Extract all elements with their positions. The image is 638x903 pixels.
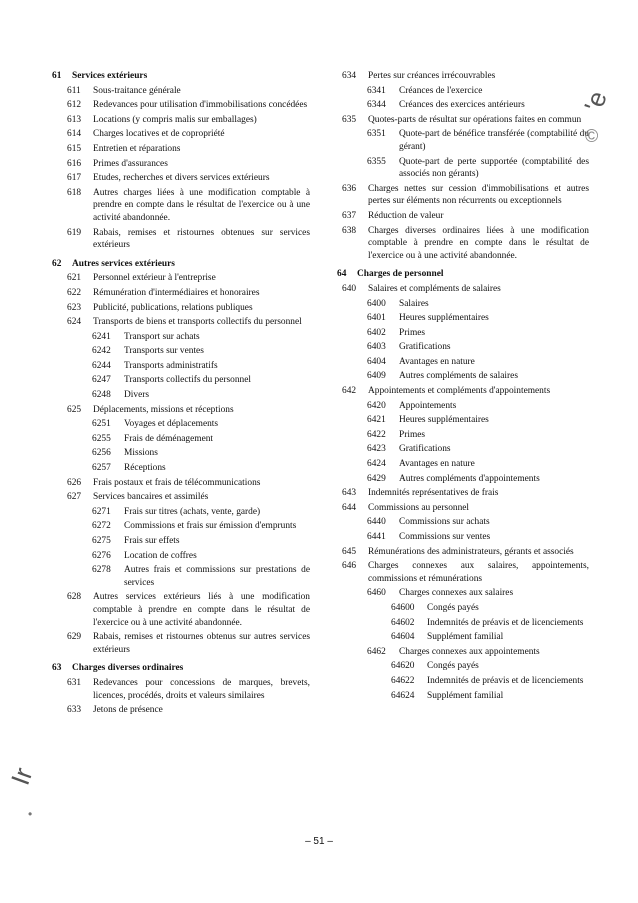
account-label: Réceptions	[124, 463, 166, 474]
account-entry	[337, 283, 589, 296]
account-code: 636	[342, 183, 357, 194]
account-code: 623	[67, 302, 82, 313]
account-code: 625	[67, 404, 82, 415]
account-label: Indemnités représentatives de frais	[368, 488, 499, 499]
account-code: 637	[342, 210, 357, 221]
account-code: 634	[342, 71, 357, 81]
account-code: 6421	[367, 415, 386, 426]
account-label: Frais postaux et frais de télécommunications	[93, 477, 261, 488]
account-code: 644	[342, 502, 357, 513]
account-label: Créances de l'exercice	[399, 85, 483, 96]
account-entry	[337, 516, 589, 529]
account-code: 618	[67, 187, 82, 198]
account-entry	[52, 227, 310, 252]
account-code: 6403	[367, 342, 386, 353]
account-code: 645	[342, 546, 357, 557]
account-entry	[52, 462, 310, 475]
account-label: Charges diverses ordinaires	[72, 663, 184, 674]
account-code: 6278	[92, 565, 111, 576]
account-entry	[52, 418, 310, 431]
account-entry	[337, 443, 589, 456]
account-label: Charges locatives et de copropriété	[93, 129, 225, 140]
account-label: Rémunérations des administrateurs, gérants et associés	[368, 546, 574, 557]
account-label: Gratifications	[399, 444, 451, 455]
account-code: 6242	[92, 346, 111, 357]
account-label: Charges connexes aux salaires	[399, 588, 514, 599]
account-entry	[52, 535, 310, 548]
account-code: 646	[342, 561, 357, 572]
account-label: Appointements	[399, 400, 457, 411]
account-code: 6355	[367, 156, 386, 167]
account-label: Pertes sur créances irrécouvrables	[368, 71, 496, 81]
account-label: Indemnités de préavis et de licenciements	[427, 617, 584, 628]
account-entry	[337, 210, 589, 223]
account-code: 616	[67, 158, 82, 169]
account-entry	[337, 400, 589, 413]
copyright-icon: ©	[585, 126, 599, 146]
account-entry	[52, 316, 310, 329]
account-code: 6256	[92, 448, 111, 459]
account-entry	[52, 550, 310, 563]
account-code: 621	[67, 273, 82, 284]
account-label: Services bancaires et assimilés	[93, 492, 209, 503]
account-entry	[337, 312, 589, 325]
account-entry	[337, 183, 589, 208]
account-label: Supplément familial	[427, 690, 504, 701]
account-entry	[337, 502, 589, 515]
account-label: Charges de personnel	[357, 269, 444, 280]
account-code: 6440	[367, 517, 386, 528]
account-entry	[337, 414, 589, 427]
account-code: 615	[67, 143, 82, 154]
account-entry	[52, 114, 310, 127]
account-entry	[337, 560, 589, 585]
account-entry	[337, 327, 589, 340]
margin-mark: 'e	[578, 86, 613, 116]
account-label: Autres compléments d'appointements	[399, 473, 540, 484]
account-code: 6441	[367, 532, 386, 542]
account-entry	[52, 389, 310, 402]
account-label: Frais sur effets	[124, 536, 180, 546]
account-label: Entretien et réparations	[93, 143, 181, 154]
account-label: Transports de biens et transports collectifs du personnel	[93, 317, 302, 328]
account-code: 629	[67, 632, 82, 643]
account-code: 635	[342, 114, 357, 125]
account-code: 624	[67, 317, 82, 328]
account-code: 62	[52, 258, 62, 269]
account-label: Frais sur titres (achats, vente, garde)	[124, 506, 261, 517]
account-code: 6400	[367, 298, 386, 309]
account-label: Rabais, remises et ristournes obtenus sur autres services extérieurs	[93, 632, 310, 655]
account-label: Avantages en nature	[399, 356, 475, 367]
account-code: 6422	[367, 429, 386, 440]
account-code: 628	[67, 592, 82, 603]
account-entry	[52, 360, 310, 373]
account-label: Indemnités de préavis et de licenciements	[427, 675, 584, 686]
account-label: Congés payés	[427, 661, 479, 672]
account-label: Publicité, publications, relations publiques	[93, 302, 253, 313]
account-code: 642	[342, 386, 357, 397]
account-entry	[52, 477, 310, 490]
account-entry	[337, 531, 589, 544]
account-entry	[337, 675, 589, 688]
account-label: Charges connexes aux salaires, appointements, commissions et rémunérations	[368, 561, 589, 584]
account-entry	[52, 491, 310, 504]
account-entry	[52, 677, 310, 702]
account-label: Commissions sur achats	[399, 517, 490, 528]
account-class-heading	[52, 662, 310, 675]
account-code: 64604	[391, 632, 415, 643]
account-entry	[52, 172, 310, 185]
account-entry	[337, 156, 589, 181]
account-code: 64600	[391, 602, 415, 613]
account-entry	[337, 128, 589, 153]
account-code: 611	[67, 85, 81, 96]
account-label: Transports collectifs du personnel	[124, 375, 251, 386]
account-entry	[52, 631, 310, 656]
account-code: 640	[342, 283, 357, 294]
account-code: 6257	[92, 463, 111, 474]
account-code: 6420	[367, 400, 386, 411]
account-class-heading	[52, 70, 310, 83]
account-code: 631	[67, 677, 82, 688]
account-entry	[52, 520, 310, 533]
account-code: 6255	[92, 433, 111, 444]
account-code: 6272	[92, 521, 111, 532]
account-entry	[337, 473, 589, 486]
account-code: 643	[342, 488, 357, 499]
account-code: 619	[67, 227, 82, 238]
account-entry	[337, 85, 589, 98]
account-code: 6248	[92, 390, 111, 401]
account-entry	[52, 564, 310, 589]
account-entry	[52, 591, 310, 629]
account-entry	[52, 404, 310, 417]
account-entry	[52, 433, 310, 446]
margin-mark: •	[28, 807, 33, 821]
account-entry	[52, 128, 310, 141]
account-code: 6244	[92, 360, 111, 371]
account-label: Autres compléments de salaires	[399, 371, 518, 382]
account-code: 6401	[367, 313, 386, 324]
account-code: 63	[52, 663, 62, 674]
account-label: Primes d'assurances	[93, 158, 168, 169]
account-entry	[52, 158, 310, 171]
account-label: Frais de déménagement	[124, 433, 214, 444]
account-entry	[52, 704, 310, 717]
account-entry	[337, 298, 589, 311]
account-entry	[52, 85, 310, 98]
account-code: 622	[67, 287, 82, 298]
account-code: 64620	[391, 661, 415, 672]
account-code: 612	[67, 100, 82, 111]
account-entry	[52, 187, 310, 225]
account-entry	[337, 385, 589, 398]
account-entry	[52, 287, 310, 300]
account-label: Primes	[399, 429, 426, 440]
right-column	[337, 70, 589, 704]
account-code: 6402	[367, 327, 386, 338]
account-entry	[337, 646, 589, 659]
account-entry	[52, 302, 310, 315]
account-label: Commissions au personnel	[368, 502, 470, 513]
account-entry	[337, 617, 589, 630]
account-code: 6271	[92, 506, 111, 517]
account-code: 64602	[391, 617, 415, 628]
account-class-heading	[337, 268, 589, 281]
account-code: 6251	[92, 419, 111, 430]
account-code: 6351	[367, 129, 386, 140]
account-label: Rémunération d'intermédiaires et honoraires	[93, 287, 260, 298]
account-label: Gratifications	[399, 342, 451, 353]
account-entry	[337, 429, 589, 442]
account-code: 64622	[391, 675, 415, 686]
account-entry	[52, 374, 310, 387]
account-label: Primes	[399, 327, 426, 338]
account-entry	[337, 341, 589, 354]
account-entry	[337, 225, 589, 263]
account-label: Heures supplémentaires	[399, 415, 489, 426]
page-number: – 51 –	[305, 836, 333, 847]
left-column	[52, 70, 310, 719]
account-label: Autres frais et commissions sur prestations de services	[124, 565, 310, 588]
account-code: 638	[342, 225, 357, 236]
account-entry	[337, 546, 589, 559]
account-code: 6341	[367, 85, 386, 96]
account-label: Heures supplémentaires	[399, 313, 489, 324]
account-label: Autres services extérieurs liés à une modification comptable à prendre en compte dans le résultat de l'exercice ou à une activité abandonnée.	[93, 592, 310, 628]
account-label: Congés payés	[427, 602, 479, 613]
account-label: Location de coffres	[124, 550, 197, 561]
account-entry	[337, 587, 589, 600]
account-entry	[52, 143, 310, 156]
account-code: 6424	[367, 459, 386, 470]
account-label: Personnel extérieur à l'entreprise	[93, 273, 216, 284]
account-label: Sous-traitance générale	[93, 85, 181, 96]
account-code: 617	[67, 173, 82, 184]
account-code: 633	[67, 705, 82, 716]
account-label: Redevances pour utilisation d'immobilisations concédées	[93, 100, 308, 111]
account-code: 6404	[367, 356, 386, 367]
account-label: Redevances pour concessions de marques, brevets, licences, procédés, droits et valeurs similaires	[93, 677, 310, 701]
account-entry	[337, 690, 589, 703]
account-label: Quote-part de bénéfice transférée (comptabilité du gérant)	[399, 129, 589, 152]
account-label: Autres charges liées à une modification comptable à prendre en compte dans le résultat de l'exercice ou à une activité abandonnée.	[93, 187, 310, 223]
account-label: Locations (y compris malis sur emballages)	[93, 114, 257, 125]
margin-mark: Ir	[4, 763, 39, 789]
account-label: Avantages en nature	[399, 459, 475, 470]
account-entry	[52, 331, 310, 344]
account-entry	[337, 602, 589, 615]
account-entry	[337, 631, 589, 644]
account-entry	[337, 70, 589, 83]
account-code: 6409	[367, 371, 386, 382]
account-label: Etudes, recherches et divers services extérieurs	[93, 173, 270, 184]
account-code: 626	[67, 477, 82, 488]
account-class-heading	[52, 258, 310, 271]
account-code: 6241	[92, 331, 111, 342]
account-code: 614	[67, 129, 82, 140]
account-entry	[52, 506, 310, 519]
account-entry	[337, 356, 589, 369]
account-code: 64	[337, 269, 347, 280]
account-label: Transport sur achats	[124, 331, 200, 342]
account-label: Rabais, remises et ristournes obtenues sur services extérieurs	[93, 227, 310, 251]
account-label: Commissions sur ventes	[399, 532, 491, 542]
account-label: Déplacements, missions et réceptions	[93, 404, 234, 415]
account-label: Quote-part de perte supportée (comptabilité des associés non gérants)	[399, 156, 589, 180]
account-label: Réduction de valeur	[368, 210, 444, 221]
account-label: Divers	[124, 390, 149, 401]
account-label: Supplément familial	[427, 632, 504, 643]
account-label: Autres services extérieurs	[72, 258, 175, 269]
account-code: 613	[67, 114, 82, 125]
account-entry	[52, 345, 310, 358]
account-code: 61	[52, 71, 62, 81]
account-label: Salaires et compléments de salaires	[368, 283, 501, 294]
account-code: 6423	[367, 444, 386, 455]
account-label: Transports sur ventes	[124, 346, 204, 357]
account-label: Charges diverses ordinaires liées à une modification comptable à prendre en compte dans le résultat de l'exercice ou à une activité abandonnée.	[368, 225, 589, 261]
account-code: 6276	[92, 550, 111, 561]
account-label: Charges connexes aux appointements	[399, 646, 540, 657]
account-entry	[337, 660, 589, 673]
account-entry	[337, 370, 589, 383]
account-label: Salaires	[399, 298, 429, 309]
account-code: 6275	[92, 536, 111, 546]
account-code: 627	[67, 492, 82, 503]
account-label: Transports administratifs	[124, 360, 218, 371]
account-entry	[337, 458, 589, 471]
account-entry	[337, 114, 589, 127]
account-entry	[52, 447, 310, 460]
account-code: 64624	[391, 690, 415, 701]
account-code: 6429	[367, 473, 386, 484]
account-entry	[52, 99, 310, 112]
account-label: Créances des exercices antérieurs	[399, 100, 525, 111]
account-code: 6344	[367, 100, 386, 111]
account-label: Missions	[124, 448, 158, 459]
account-label: Jetons de présence	[93, 705, 163, 716]
account-entry	[337, 487, 589, 500]
account-code: 6462	[367, 646, 386, 657]
account-label: Appointements et compléments d'appointements	[368, 386, 551, 397]
account-label: Commissions et frais sur émission d'emprunts	[124, 521, 297, 532]
account-label: Voyages et déplacements	[124, 419, 219, 430]
account-code: 6460	[367, 588, 386, 599]
account-label: Charges nettes sur cession d'immobilisations et autres pertes sur éléments non récurrents ou exceptionnels	[368, 183, 589, 207]
account-code: 6247	[92, 375, 111, 386]
account-entry	[52, 272, 310, 285]
account-label: Quotes-parts de résultat sur opérations faites en commun	[368, 114, 582, 125]
account-label: Services extérieurs	[72, 71, 148, 81]
account-entry	[337, 99, 589, 112]
